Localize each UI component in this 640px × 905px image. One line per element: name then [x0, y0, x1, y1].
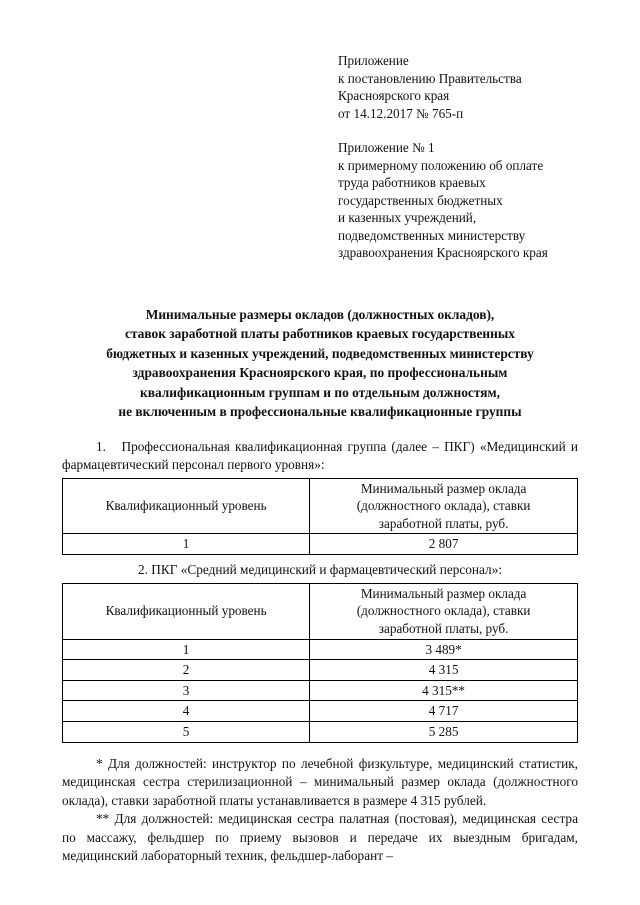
title-line: не включенным в профессиональные квалификационные группы	[118, 404, 522, 419]
cell-level: 2	[63, 660, 310, 681]
cell-amount: 2 807	[310, 534, 578, 555]
cell-amount: 4 717	[310, 701, 578, 722]
document-header-block	[338, 52, 588, 262]
header-line: к примерному положению об оплате	[338, 157, 544, 173]
cell-level: 5	[63, 722, 310, 743]
table-row	[63, 534, 578, 555]
table-header-row	[63, 583, 578, 639]
header-cell-amount-line: Минимальный размер оклада	[360, 585, 527, 601]
header-line: Красноярского края	[338, 88, 450, 103]
header-cell-amount-line: (должностного оклада), ставки	[356, 603, 531, 619]
cell-level: 4	[63, 701, 310, 722]
header-cell-amount-line: Минимальный размер оклада	[360, 480, 527, 496]
cell-level: 1	[63, 534, 310, 555]
header-cell-amount-line: (должностного оклада), ставки	[356, 498, 531, 514]
page-title	[62, 305, 578, 422]
table-row	[63, 660, 578, 681]
title-line: Минимальные размеры окладов (должностных окладов),	[145, 306, 495, 322]
header-line: подведомственных министерству	[338, 227, 526, 243]
footnote-single-asterisk	[62, 755, 578, 811]
table-pkg-2	[62, 583, 578, 743]
header-spacer	[338, 122, 588, 139]
header-cell-amount-line: заработной платы, руб.	[378, 515, 509, 531]
header-cell-amount-line: заработной платы, руб.	[378, 621, 509, 637]
cell-amount: 4 315	[310, 660, 578, 681]
title-line: здравоохранения Красноярского края, по профессиональным	[132, 365, 508, 380]
cell-amount: 5 285	[310, 722, 578, 743]
title-line: квалификационным группам и по отдельным должностям,	[140, 384, 500, 400]
header-cell-amount-lines	[314, 585, 573, 638]
table-row	[63, 701, 578, 722]
table-header-row	[63, 478, 578, 534]
header-cell-level: Квалификационный уровень	[63, 583, 310, 639]
header-cell-amount-lines	[314, 480, 573, 533]
title-line: ставок заработной платы работников краевых государственных	[125, 326, 515, 341]
document-content	[62, 52, 578, 866]
section-2-paragraph: 2. ПКГ «Средний медицинский и фармацевтический персонал»:	[137, 561, 503, 577]
section-1-text: Профессиональная квалификационная группа (далее – ПКГ) «Медицинский и фармацевтический персонал первого уровня»:	[62, 438, 578, 472]
footnote-text: ** Для должностей: медицинская сестра палатная (постовая), медицинская сестра по массажу, фельдшер по приему вызовов и передаче их выездным бригадам, медицинский лабораторный техник, фельдшер-лаборант –	[62, 811, 578, 864]
header-line: Приложение	[338, 53, 409, 68]
header-line: государственных бюджетных	[338, 192, 503, 208]
section-1-paragraph	[62, 438, 578, 474]
header-line: к постановлению Правительства	[338, 70, 522, 86]
cell-amount: 3 489*	[310, 639, 578, 660]
cell-level: 3	[63, 680, 310, 701]
cell-amount: 4 315**	[310, 680, 578, 701]
cell-level: 1	[63, 639, 310, 660]
header-cell-amount	[310, 583, 578, 639]
header-line: и казенных учреждений,	[338, 210, 477, 225]
table-row	[63, 722, 578, 743]
table-pkg-1	[62, 478, 578, 555]
header-cell-level: Квалификационный уровень	[63, 478, 310, 534]
footnote-double-asterisk	[62, 810, 578, 866]
header-line: от 14.12.2017 № 765-п	[338, 105, 464, 121]
footnote-text: * Для должностей: инструктор по лечебной физкультуре, медицинский статистик, медицинская сестра стерилизационной – минимальный размер оклада (должностного оклада), ставки заработной платы устанавливается в размере 4 315 рублей.	[62, 755, 578, 808]
table-row	[63, 639, 578, 660]
table-row	[63, 680, 578, 701]
header-line: здравоохранения Красноярского края	[338, 245, 548, 260]
section-1-number: 1.	[96, 438, 106, 454]
header-line: труда работников краевых	[338, 175, 486, 190]
title-line: бюджетных и казенных учреждений, подведомственных министерству	[106, 345, 534, 361]
header-line: Приложение № 1	[338, 140, 435, 155]
header-cell-amount	[310, 478, 578, 534]
